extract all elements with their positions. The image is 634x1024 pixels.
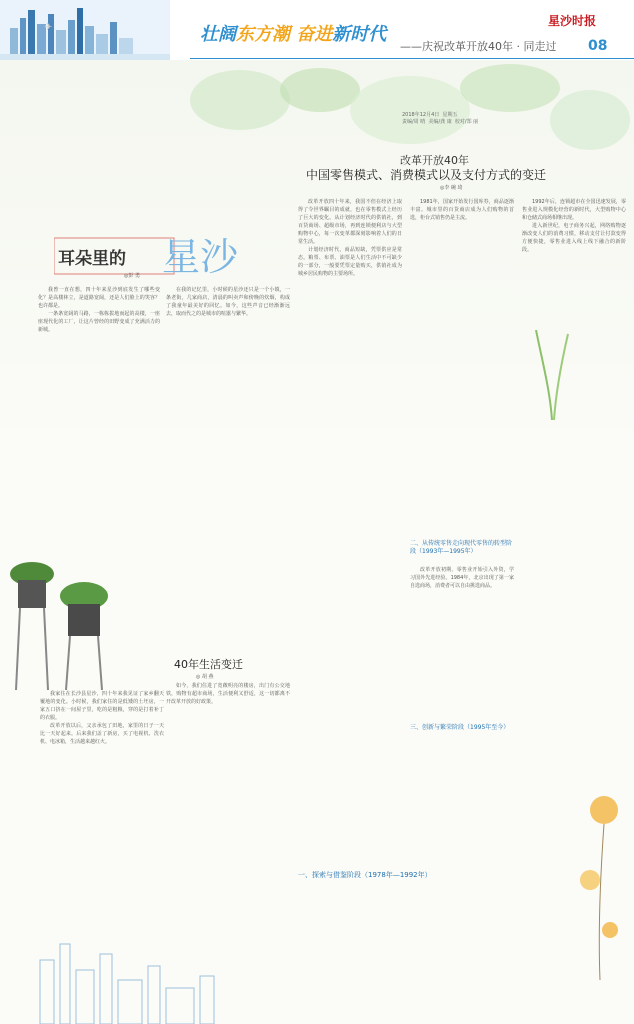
city-skyline-illustration xyxy=(0,0,170,60)
life-column-text-1 xyxy=(40,690,164,930)
slogan-word-2a: 奋进 xyxy=(296,24,333,45)
main-article-column-3 xyxy=(522,198,626,788)
header-rule xyxy=(190,58,634,59)
paragraph: 计划经济时代，商品短缺，凭票供应是常态。粮票、布票、油票是人们生活中不可缺少的一部分，一般要凭票定量购买，供销社成为城乡居民购物的主要场所。 xyxy=(298,247,402,277)
section-subheading-2: 二、从传统零售走向现代零售的转型阶段（1993年—1995年） xyxy=(410,540,513,555)
header-subtitle: ——庆祝改革开放40年 · 同走过 xyxy=(400,40,557,53)
paragraph: 进入新世纪，电子商务兴起，网络购物逐渐改变人们的消费习惯，移动支付让付款变得方便快捷，零售业进入线上线下融合的新阶段。 xyxy=(522,223,626,253)
paragraph: 改革开放四十年来，我国不但在经济上取得了令世界瞩目的成就，也在零售模式上经历了巨大的变化。从计划经济时代的供销社，到百货商场、超级市场，再到连锁便利店与大型购物中心，每一次变革都深刻影响着人们的日常生活。 xyxy=(298,199,402,245)
paragraph: 我曾一直在想，四十年来星沙到底发生了哪些变化？是高楼林立，是道路宽阔，还是人们脸上的笑容？也许都是。 xyxy=(38,287,160,309)
potted-plants-illustration xyxy=(4,560,114,690)
ear-column-byline: ◎彭 勇 xyxy=(124,273,140,279)
paragraph: 改革开放初期，零售业开始引入外资，学习国外先进经验。1984年，北京出现了第一家自选商场，消费者可以自由挑选商品。 xyxy=(410,567,514,589)
slogan-word-1a: 壮阔 xyxy=(200,24,236,45)
paper-logo: 星沙时报 xyxy=(548,14,597,28)
main-article-column-2b xyxy=(410,566,514,716)
paragraph: 一条条宽阔的马路，一栋栋拔地而起的高楼，一座座现代化的工厂，让这片曾经的田野变成了充满活力的新城。 xyxy=(38,311,160,333)
paragraph: 改革开放以后，父亲承包了田地，家里的日子一天比一天好起来。后来我们盖了新房，买了电视机、洗衣机、电冰箱，生活越来越红火。 xyxy=(40,723,164,745)
paragraph: 1992年后，连锁超市在全国迅速发展，零售业进入规模化经营的新时代，大型购物中心和仓储式商场相继出现。 xyxy=(522,199,626,221)
dateline xyxy=(402,112,478,126)
header-slogan xyxy=(200,20,386,46)
grass-sprig-illustration xyxy=(532,330,572,420)
main-article-kicker: 改革开放40年 xyxy=(400,154,469,167)
life-column-text-2 xyxy=(166,682,290,962)
bird-icon: ✈ xyxy=(44,22,53,33)
paragraph: 我家住在长沙县星沙，四十年来我见证了家乡翻天覆地的变化。小时候，我们家住的是低矮的土坯房，一家五口挤在一间屋子里，吃的是粗粮，穿的是打着补丁的衣服。 xyxy=(40,691,164,721)
life-column-byline: ◎ 胡 燕 xyxy=(196,674,214,680)
flowers-illustration xyxy=(570,780,634,980)
main-article-byline: ◎李 碗 琦 xyxy=(440,185,463,191)
main-article-title: 中国零售模式、消费模式以及支付方式的变迁 xyxy=(306,168,547,182)
ear-column-text-2 xyxy=(166,286,290,626)
page-number: 08 xyxy=(588,38,608,54)
page-header xyxy=(0,0,634,60)
dateline-editors: 责编/周 晴 美编/龚 康 校对/郑 丽 xyxy=(402,119,479,125)
ear-column-text-1 xyxy=(38,286,160,586)
paragraph: 1981年，国家开始发行国库券，商品逐渐丰富。城市里的百货商店成为人们购物的首选，柜台式销售仍是主流。 xyxy=(410,199,514,221)
ear-column-title-big: 星沙 xyxy=(162,235,239,279)
section-subheading-1: 一、探索与借鉴阶段（1978年—1992年） xyxy=(298,871,432,879)
section-subheading-3: 三、创新与繁荣阶段（1995年至今） xyxy=(410,724,510,731)
slogan-word-2b: 新时代 xyxy=(332,24,387,45)
slogan-word-1b: 东方潮 xyxy=(236,24,290,45)
paragraph: 如今，我们住进了宽敞明亮的楼房，出门有公交地铁，购物有超市商场，生活便利又舒适，这一切都离不开改革开放的好政策。 xyxy=(166,683,290,705)
dateline-date: 2018年12月4日 星期五 xyxy=(402,112,458,118)
paragraph: 在我的记忆里，小时候的星沙还只是一个小镇，一条老街，几家商店，清晨的叫卖声和傍晚的炊烟，构成了我童年最美好的回忆。如今，这些声音已经渐渐远去，取而代之的是城市的喧嚣与繁华。 xyxy=(166,287,290,317)
ear-column-title: 耳朵里的 xyxy=(58,249,126,269)
life-column-title: 40年生活变迁 xyxy=(174,658,243,671)
city-outline-illustration xyxy=(0,930,280,1024)
main-article-column-2 xyxy=(410,198,514,538)
